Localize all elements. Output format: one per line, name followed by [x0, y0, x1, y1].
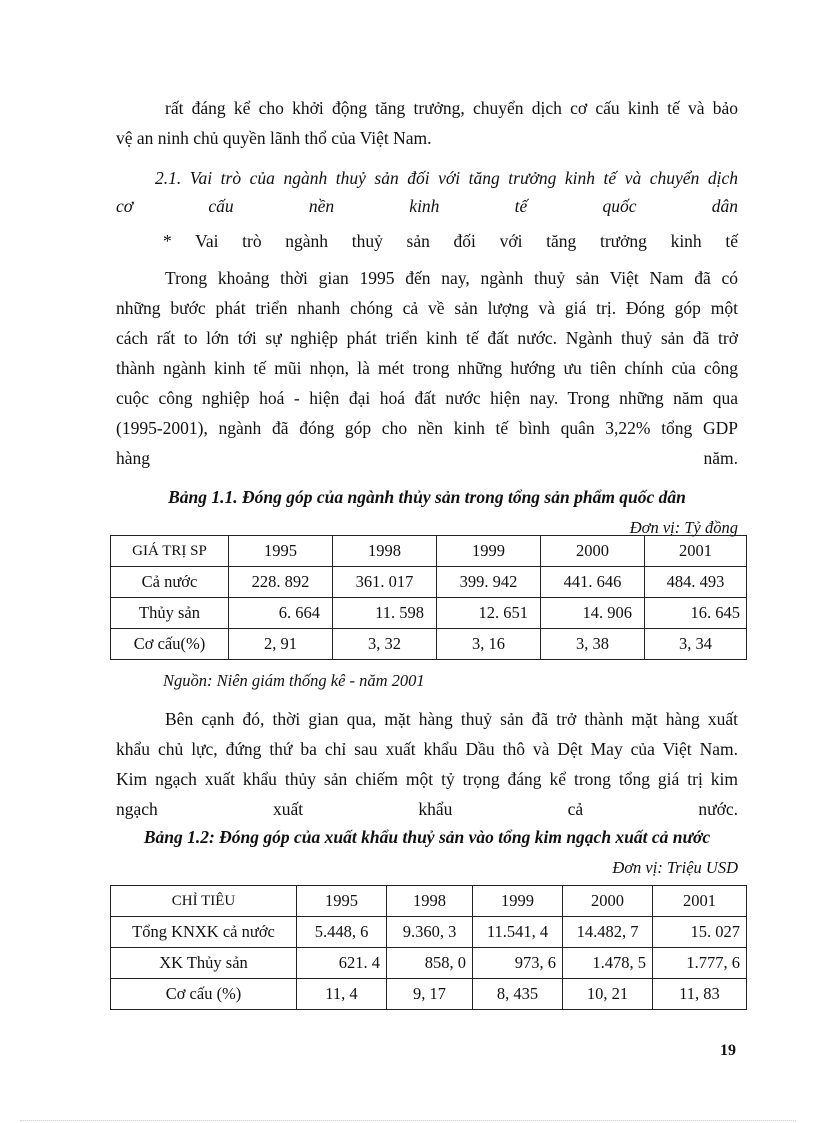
table-1-header-cell: GIÁ TRỊ SP: [111, 536, 229, 567]
table-1-cell: 6. 664: [229, 598, 333, 629]
table-2-cell: 10, 21: [563, 979, 653, 1010]
table-1-row-label: Thủy sản: [111, 598, 229, 629]
table-1-cell: 228. 892: [229, 567, 333, 598]
table-1-cell: 399. 942: [437, 567, 541, 598]
table-2-row: [111, 917, 747, 948]
section-heading-line-2: cơ cấu nền kinh tế quốc dân: [116, 196, 738, 216]
paragraph-2-line-4: ngạch xuất khẩu cả nước.: [116, 799, 738, 819]
table-2-cell: 1.478, 5: [563, 948, 653, 979]
table-2-cell: 9, 17: [387, 979, 473, 1010]
table-2-header-row: [111, 886, 747, 917]
table-1-row: [111, 567, 747, 598]
paragraph-1-line-5: cuộc công nghiệp hoá - hiện đại hoá đất nước hiện nay. Trong những năm qua: [116, 388, 738, 408]
table-2-header-cell: 1995: [297, 886, 387, 917]
table-2-cell: 15. 027: [653, 917, 747, 948]
table-2-cell: 11, 83: [653, 979, 747, 1010]
table-1-cell: 441. 646: [541, 567, 645, 598]
paragraph-1-line-6: (1995-2001), ngành đã đóng góp cho nền kinh tế bình quân 3,22% tổng GDP: [116, 418, 738, 438]
table-2-caption: Bảng 1.2: Đóng góp của xuất khẩu thuỷ sản vào tổng kim ngạch xuất cả nước: [143, 827, 711, 847]
paragraph-1-line-7: hàng năm.: [116, 448, 738, 468]
table-2-row-label: XK Thủy sản: [111, 948, 297, 979]
table-2-row-label: Cơ cấu (%): [111, 979, 297, 1010]
table-1-cell: 3, 34: [645, 629, 747, 660]
table-2-cell: 858, 0: [387, 948, 473, 979]
table-1-cell: 2, 91: [229, 629, 333, 660]
paragraph-1-line-3: cách rất to lớn tới sự nghiệp phát triển kinh tế đất nước. Ngành thuỷ sản đã trở: [116, 328, 738, 348]
table-1-cell: 484. 493: [645, 567, 747, 598]
table-2-cell: 11, 4: [297, 979, 387, 1010]
table-2-cell: 1.777, 6: [653, 948, 747, 979]
table-1-source: Nguồn: Niên giám thống kê - năm 2001: [163, 671, 425, 690]
table-1-row-label: Cơ cấu(%): [111, 629, 229, 660]
table-1-cell: 3, 32: [333, 629, 437, 660]
section-heading-line-1: 2.1. Vai trò của ngành thuỷ sản đối với tăng trưởng kinh tế và chuyển dịch: [155, 168, 738, 188]
table-1-cell: 3, 16: [437, 629, 541, 660]
table-2-header-cell: 2001: [653, 886, 747, 917]
table-1-cell: 14. 906: [541, 598, 645, 629]
table-1-cell: 12. 651: [437, 598, 541, 629]
table-2-header-cell: CHỈ TIÊU: [111, 886, 297, 917]
paragraph-top-line-1: rất đáng kể cho khởi động tăng trưởng, chuyển dịch cơ cấu kinh tế và bảo: [165, 98, 738, 118]
table-2-header-cell: 2000: [563, 886, 653, 917]
paragraph-2-line-3: Kim ngạch xuất khẩu thủy sản chiếm một tỷ trọng đáng kể trong tổng giá trị kim: [116, 769, 738, 789]
table-2-unit: Đơn vị: Triệu USD: [612, 858, 738, 877]
table-1-header-cell: 2000: [541, 536, 645, 567]
table-2-cell: 973, 6: [473, 948, 563, 979]
table-2-header-cell: 1999: [473, 886, 563, 917]
table-1-cell: 16. 645: [645, 598, 747, 629]
table-2-cell: 5.448, 6: [297, 917, 387, 948]
paragraph-1-line-1: Trong khoảng thời gian 1995 đến nay, ngành thuỷ sản Việt Nam đã có: [165, 268, 738, 288]
table-1-row-label: Cả nước: [111, 567, 229, 598]
table-2-cell: 621. 4: [297, 948, 387, 979]
table-2-cell: 11.541, 4: [473, 917, 563, 948]
table-2-cell: 8, 435: [473, 979, 563, 1010]
table-1-header-cell: 1995: [229, 536, 333, 567]
table-1-cell: 361. 017: [333, 567, 437, 598]
table-2-row: [111, 979, 747, 1010]
table-1-row: [111, 629, 747, 660]
table-1-header-row: [111, 536, 747, 567]
table-2-cell: 14.482, 7: [563, 917, 653, 948]
table-1-cell: 3, 38: [541, 629, 645, 660]
table-1: [110, 535, 747, 660]
paragraph-top-line-2: vệ an ninh chủ quyền lãnh thổ của Việt Nam.: [116, 128, 432, 148]
table-1-header-cell: 2001: [645, 536, 747, 567]
table-1-unit: Đơn vị: Tỷ đồng: [629, 518, 738, 537]
page-number: 19: [720, 1042, 736, 1059]
table-2: [110, 885, 747, 1010]
paragraph-1-line-2: những bước phát triển nhanh chóng cả về sản lượng và giá trị. Đóng góp một: [116, 298, 738, 318]
table-1-caption: Bảng 1.1. Đóng góp của ngành thủy sản trong tổng sản phẩm quốc dân: [168, 487, 686, 507]
paragraph-2-line-2: khẩu chủ lực, đứng thứ ba chỉ sau xuất khẩu Dầu thô và Dệt May của Việt Nam.: [116, 739, 738, 759]
paragraph-2-line-1: Bên cạnh đó, thời gian qua, mặt hàng thuỷ sản đã trở thành mặt hàng xuất: [165, 709, 738, 729]
table-1-cell: 11. 598: [333, 598, 437, 629]
table-2-row: [111, 948, 747, 979]
table-2-row-label: Tổng KNXK cả nước: [111, 917, 297, 948]
table-2-cell: 9.360, 3: [387, 917, 473, 948]
section-subheading: * Vai trò ngành thuỷ sản đối với tăng trưởng kinh tế: [163, 231, 738, 251]
table-2-header-cell: 1998: [387, 886, 473, 917]
table-1-row: [111, 598, 747, 629]
paragraph-1-line-4: thành ngành kinh tế mũi nhọn, là mét trong những hướng ưu tiên chính của công: [116, 358, 738, 378]
footer-divider: [20, 1120, 796, 1121]
table-1-header-cell: 1998: [333, 536, 437, 567]
table-1-header-cell: 1999: [437, 536, 541, 567]
